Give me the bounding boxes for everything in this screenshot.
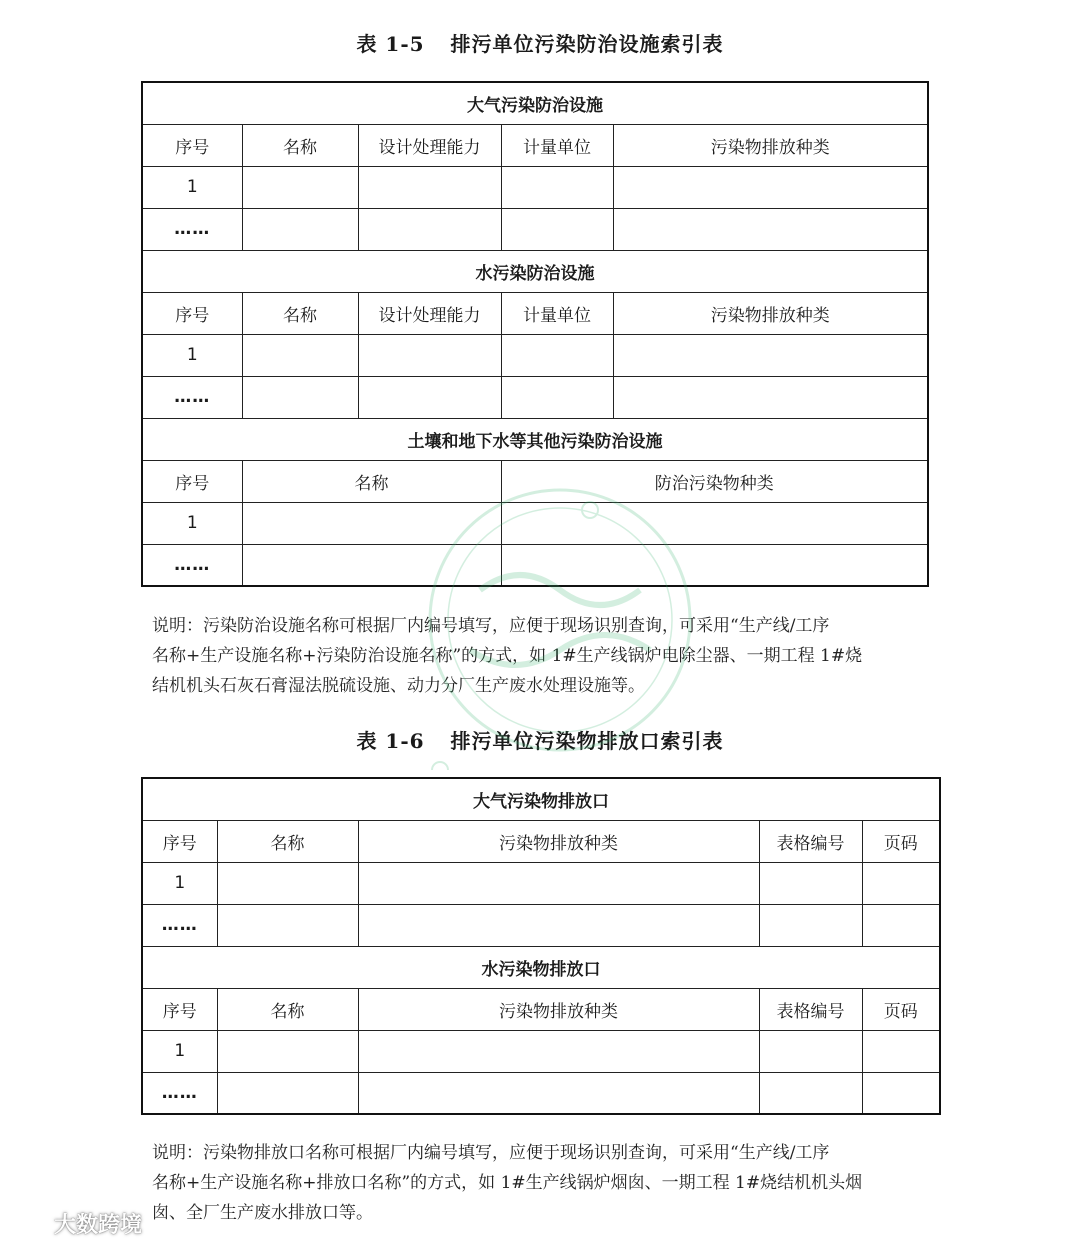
header-name: 名称 (242, 460, 501, 502)
table-row (142, 208, 928, 250)
empty-cell (242, 208, 358, 250)
empty-cell (862, 904, 940, 946)
note-line: 说明：污染防治设施名称可根据厂内编号填写，应便于现场识别查询，可采用“生产线/工序 (152, 616, 830, 636)
table-row (142, 502, 928, 544)
empty-cell (759, 1072, 862, 1114)
section-air-outlets: 大气污染物排放口 (142, 778, 940, 820)
table-row (142, 334, 928, 376)
brand-name: 大数跨境 (54, 1212, 143, 1238)
header-seq: 序号 (142, 124, 242, 166)
empty-cell (862, 1072, 940, 1114)
empty-cell (501, 208, 613, 250)
header-name: 名称 (242, 124, 358, 166)
empty-cell (358, 208, 501, 250)
empty-cell (242, 502, 501, 544)
row-seq: 1 (142, 502, 242, 544)
table-1-6-note (152, 1138, 942, 1228)
table-row (142, 1072, 940, 1114)
header-pollutant-type: 污染物排放种类 (358, 820, 759, 862)
empty-cell (613, 166, 928, 208)
header-capacity: 设计处理能力 (358, 124, 501, 166)
empty-cell (358, 334, 501, 376)
empty-cell (759, 862, 862, 904)
empty-cell (358, 1072, 759, 1114)
row-ellipsis: …… (142, 376, 242, 418)
row-seq: 1 (142, 334, 242, 376)
empty-cell (242, 166, 358, 208)
note-line: 结机机头石灰石膏湿法脱硫设施、动力分厂生产废水处理设施等。 (152, 676, 645, 696)
empty-cell (613, 208, 928, 250)
header-unit: 计量单位 (501, 124, 613, 166)
section-water-facilities: 水污染防治设施 (142, 250, 928, 292)
row-seq: 1 (142, 862, 217, 904)
header-pollutant-type: 污染物排放种类 (613, 292, 928, 334)
row-ellipsis: …… (142, 1072, 217, 1114)
empty-cell (613, 334, 928, 376)
header-capacity: 设计处理能力 (358, 292, 501, 334)
empty-cell (242, 376, 358, 418)
empty-cell (358, 862, 759, 904)
table-header-row (142, 124, 928, 166)
empty-cell (759, 1030, 862, 1072)
table-header-row (142, 460, 928, 502)
empty-cell (358, 1030, 759, 1072)
empty-cell (613, 376, 928, 418)
empty-cell (501, 166, 613, 208)
empty-cell (501, 502, 928, 544)
empty-cell (358, 376, 501, 418)
empty-cell (501, 334, 613, 376)
note-line: 名称+生产设施名称+排放口名称”的方式，如 1#生产线锅炉烟囱、一期工程 1#烧结机机头烟 (152, 1173, 863, 1193)
table-caption: 排污单位污染物排放口索引表 (450, 729, 724, 753)
row-ellipsis: …… (142, 544, 242, 586)
discharge-outlet-index-table (141, 777, 941, 1115)
row-ellipsis: …… (142, 208, 242, 250)
table-header-row (142, 292, 928, 334)
header-name: 名称 (217, 820, 358, 862)
note-line: 说明：污染物排放口名称可根据厂内编号填写，应便于现场识别查询，可采用“生产线/工序 (152, 1143, 830, 1163)
table-1-5-title (0, 28, 1080, 57)
header-pollutant-type: 污染物排放种类 (358, 988, 759, 1030)
table-1-5-note (152, 611, 942, 701)
section-air-facilities: 大气污染防治设施 (142, 82, 928, 124)
table-number: 表 1-6 (356, 729, 425, 753)
header-prevent-type: 防治污染物种类 (501, 460, 928, 502)
header-seq: 序号 (142, 460, 242, 502)
empty-cell (242, 334, 358, 376)
table-number: 表 1-5 (356, 32, 425, 56)
empty-cell (242, 544, 501, 586)
pollution-control-facility-index-table (141, 81, 929, 587)
table-row (142, 862, 940, 904)
row-seq: 1 (142, 1030, 217, 1072)
header-page: 页码 (862, 820, 940, 862)
header-name: 名称 (242, 292, 358, 334)
empty-cell (862, 862, 940, 904)
empty-cell (217, 862, 358, 904)
header-unit: 计量单位 (501, 292, 613, 334)
empty-cell (501, 544, 928, 586)
table-row (142, 904, 940, 946)
table-header-row (142, 988, 940, 1030)
empty-cell (358, 904, 759, 946)
header-seq: 序号 (142, 988, 217, 1030)
table-1-6-title (0, 725, 1080, 754)
table-row (142, 544, 928, 586)
empty-cell (217, 1072, 358, 1114)
empty-cell (862, 1030, 940, 1072)
table-caption: 排污单位污染防治设施索引表 (450, 32, 724, 56)
header-table-no: 表格编号 (759, 988, 862, 1030)
note-line: 名称+生产设施名称+污染防治设施名称”的方式，如 1#生产线锅炉电除尘器、一期工程 1#烧 (152, 646, 863, 666)
empty-cell (759, 904, 862, 946)
header-table-no: 表格编号 (759, 820, 862, 862)
brand-watermark (8, 1205, 142, 1241)
weibo-like-logo-icon (8, 1208, 48, 1238)
table-header-row (142, 820, 940, 862)
table-row (142, 166, 928, 208)
empty-cell (358, 166, 501, 208)
header-seq: 序号 (142, 292, 242, 334)
header-page: 页码 (862, 988, 940, 1030)
section-water-outlets: 水污染物排放口 (142, 946, 940, 988)
row-seq: 1 (142, 166, 242, 208)
row-ellipsis: …… (142, 904, 217, 946)
section-soil-facilities: 土壤和地下水等其他污染防治设施 (142, 418, 928, 460)
header-pollutant-type: 污染物排放种类 (613, 124, 928, 166)
note-line: 囱、全厂生产废水排放口等。 (152, 1203, 373, 1223)
table-row (142, 1030, 940, 1072)
header-name: 名称 (217, 988, 358, 1030)
empty-cell (501, 376, 613, 418)
header-seq: 序号 (142, 820, 217, 862)
empty-cell (217, 904, 358, 946)
empty-cell (217, 1030, 358, 1072)
table-row (142, 376, 928, 418)
